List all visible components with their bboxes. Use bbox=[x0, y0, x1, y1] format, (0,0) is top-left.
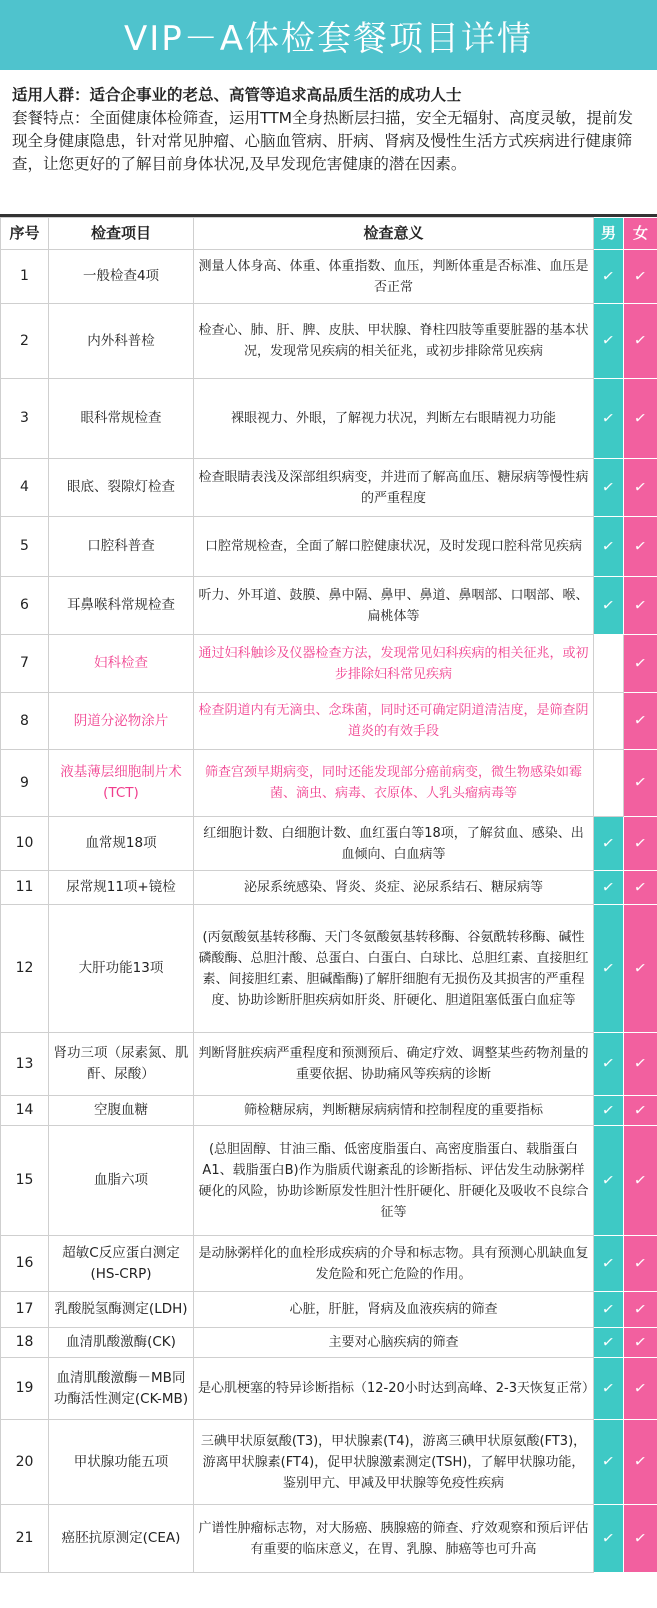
row-item: 癌胚抗原测定(CEA) bbox=[49, 1505, 194, 1573]
check-icon: ✓ bbox=[633, 407, 649, 428]
check-icon: ✓ bbox=[633, 535, 649, 556]
row-item: 血清肌酸激酶－MB同功酶活性测定(CK-MB) bbox=[49, 1358, 194, 1420]
table-row bbox=[1, 1505, 657, 1573]
row-number: 8 bbox=[1, 693, 49, 750]
check-icon: ✓ bbox=[601, 1053, 617, 1073]
check-icon: ✓ bbox=[601, 876, 617, 897]
check-icon: ✓ bbox=[633, 772, 649, 792]
row-meaning: 检查阴道内有无滴虫、念珠菌，同时还可确定阴道清洁度，是筛查阴道炎的有效手段 bbox=[194, 693, 594, 750]
check-icon: ✓ bbox=[601, 1169, 617, 1190]
male-cell bbox=[594, 304, 624, 379]
checkup-table bbox=[0, 217, 657, 1573]
table-row bbox=[1, 1236, 657, 1292]
row-meaning: 判断肾脏疾病严重程度和预测预后、确定疗效、调整某些药物剂量的重要依据、协助痛风等疾病的诊断 bbox=[194, 1033, 594, 1096]
check-icon: ✓ bbox=[601, 330, 617, 350]
header-meaning: 检查意义 bbox=[194, 218, 594, 250]
row-meaning: 主要对心脑疾病的筛查 bbox=[194, 1328, 594, 1358]
check-icon: ✓ bbox=[601, 832, 617, 853]
row-number: 18 bbox=[1, 1328, 49, 1358]
feature-text: 全面健康体检筛查，运用TTM全身热断层扫描，安全无辐射、高度灵敏，提前发现全身健康隐患，针对常见肿瘤、心脑血管病、肝病、肾病及慢性生活方式疾病进行健康筛查，让您更好的了解目前身体状况,及早发现危害健康的潜在因素。 bbox=[12, 109, 634, 173]
female-cell bbox=[624, 871, 657, 905]
female-cell bbox=[624, 459, 657, 517]
row-number: 4 bbox=[1, 459, 49, 517]
check-icon: ✓ bbox=[601, 407, 617, 428]
row-item: 液基薄层细胞制片术(TCT) bbox=[49, 750, 194, 817]
table-row bbox=[1, 1126, 657, 1236]
table-row bbox=[1, 1292, 657, 1328]
header-no: 序号 bbox=[1, 218, 49, 250]
row-number: 15 bbox=[1, 1126, 49, 1236]
audience-label: 适用人群： bbox=[12, 86, 90, 104]
row-meaning: 检查心、肺、肝、脾、皮肤、甲状腺、脊柱四肢等重要脏器的基本状况，发现常见疾病的相关征兆，或初步排除常见疾病 bbox=[194, 304, 594, 379]
row-item: 肾功三项（尿素氮、肌酐、尿酸） bbox=[49, 1033, 194, 1096]
female-cell bbox=[624, 693, 657, 750]
female-cell bbox=[624, 1236, 657, 1292]
table-row bbox=[1, 1328, 657, 1358]
male-cell bbox=[594, 905, 624, 1033]
row-item: 耳鼻喉科常规检查 bbox=[49, 577, 194, 635]
check-icon: ✓ bbox=[633, 1451, 649, 1471]
check-icon: ✓ bbox=[633, 1298, 649, 1319]
male-cell bbox=[594, 1505, 624, 1573]
female-cell bbox=[624, 1358, 657, 1420]
check-icon: ✓ bbox=[633, 832, 649, 853]
female-cell bbox=[624, 1126, 657, 1236]
table-row bbox=[1, 905, 657, 1033]
row-item: 一般检查4项 bbox=[49, 250, 194, 304]
row-meaning: 通过妇科触诊及仪器检查方法，发现常见妇科疾病的相关征兆，或初步排除妇科常见疾病 bbox=[194, 635, 594, 693]
male-cell bbox=[594, 635, 624, 693]
row-number: 21 bbox=[1, 1505, 49, 1573]
row-item: 妇科检查 bbox=[49, 635, 194, 693]
table-row bbox=[1, 635, 657, 693]
table-row bbox=[1, 379, 657, 459]
row-item: 大肝功能13项 bbox=[49, 905, 194, 1033]
check-icon: ✓ bbox=[633, 1331, 649, 1352]
row-number: 3 bbox=[1, 379, 49, 459]
male-cell bbox=[594, 1126, 624, 1236]
row-item: 血清肌酸激酶(CK) bbox=[49, 1328, 194, 1358]
male-cell bbox=[594, 459, 624, 517]
row-number: 5 bbox=[1, 517, 49, 577]
check-icon: ✓ bbox=[601, 957, 617, 978]
male-cell bbox=[594, 379, 624, 459]
row-number: 20 bbox=[1, 1420, 49, 1505]
table-header-row bbox=[1, 218, 657, 250]
table-row bbox=[1, 459, 657, 517]
male-cell bbox=[594, 1236, 624, 1292]
row-meaning: 筛查宫颈早期病变，同时还能发现部分癌前病变，微生物感染如霉菌、滴虫、病毒、衣原体、人乳头瘤病毒等 bbox=[194, 750, 594, 817]
female-cell bbox=[624, 635, 657, 693]
row-item: 乳酸脱氢酶测定(LDH) bbox=[49, 1292, 194, 1328]
row-number: 2 bbox=[1, 304, 49, 379]
row-item: 眼底、裂隙灯检查 bbox=[49, 459, 194, 517]
table-row bbox=[1, 1033, 657, 1096]
row-number: 19 bbox=[1, 1358, 49, 1420]
header-female: 女 bbox=[624, 218, 657, 250]
row-item: 甲状腺功能五项 bbox=[49, 1420, 194, 1505]
male-cell bbox=[594, 871, 624, 905]
check-icon: ✓ bbox=[601, 1252, 617, 1273]
check-icon: ✓ bbox=[601, 1331, 617, 1352]
row-item: 眼科常规检查 bbox=[49, 379, 194, 459]
female-cell bbox=[624, 379, 657, 459]
table-row bbox=[1, 871, 657, 905]
check-icon: ✓ bbox=[633, 265, 649, 286]
check-icon: ✓ bbox=[601, 594, 617, 615]
female-cell bbox=[624, 1033, 657, 1096]
row-meaning: 筛检糖尿病，判断糖尿病病情和控制程度的重要指标 bbox=[194, 1096, 594, 1126]
row-meaning: 测量人体身高、体重、体重指数、血压，判断体重是否标准、血压是否正常 bbox=[194, 250, 594, 304]
female-cell bbox=[624, 1096, 657, 1126]
table-row bbox=[1, 1096, 657, 1126]
row-meaning: 红细胞计数、白细胞计数、血红蛋白等18项，了解贫血、感染、出血倾向、白血病等 bbox=[194, 817, 594, 871]
check-icon: ✓ bbox=[633, 957, 649, 978]
female-cell bbox=[624, 250, 657, 304]
row-number: 12 bbox=[1, 905, 49, 1033]
row-meaning: 三碘甲状原氨酸(T3)，甲状腺素(T4)，游离三碘甲状原氨酸(FT3)，游离甲状腺素(FT4)，促甲状腺激素测定(TSH)，了解甲状腺功能，鉴别甲亢、甲减及甲状腺等免疫性疾病 bbox=[194, 1420, 594, 1505]
row-item: 内外科普检 bbox=[49, 304, 194, 379]
row-item: 空腹血糖 bbox=[49, 1096, 194, 1126]
female-cell bbox=[624, 1505, 657, 1573]
table-wrapper bbox=[0, 217, 657, 1608]
check-icon: ✓ bbox=[601, 1451, 617, 1471]
check-icon: ✓ bbox=[601, 1377, 617, 1398]
male-cell bbox=[594, 1358, 624, 1420]
table-row bbox=[1, 250, 657, 304]
male-cell bbox=[594, 1420, 624, 1505]
row-meaning: 是动脉粥样化的血栓形成疾病的介导和标志物。具有预测心肌缺血复发危险和死亡危险的作用。 bbox=[194, 1236, 594, 1292]
male-cell bbox=[594, 1033, 624, 1096]
row-number: 17 bbox=[1, 1292, 49, 1328]
row-meaning: (总胆固醇、甘油三酯、低密度脂蛋白、高密度脂蛋白、载脂蛋白A1、载脂蛋白B)作为脂质代谢紊乱的诊断指标、评估发生动脉粥样硬化的风险，协助诊断原发性胆汁性肝硬化、肝硬化及吸收不良综合征等 bbox=[194, 1126, 594, 1236]
male-cell bbox=[594, 693, 624, 750]
row-meaning: 裸眼视力、外眼，了解视力状况，判断左右眼睛视力功能 bbox=[194, 379, 594, 459]
male-cell bbox=[594, 1292, 624, 1328]
row-number: 13 bbox=[1, 1033, 49, 1096]
row-meaning: 泌尿系统感染、肾炎、炎症、泌尿系结石、糖尿病等 bbox=[194, 871, 594, 905]
check-icon: ✓ bbox=[633, 1252, 649, 1273]
check-icon: ✓ bbox=[601, 1527, 617, 1548]
female-cell bbox=[624, 1292, 657, 1328]
table-row bbox=[1, 693, 657, 750]
male-cell bbox=[594, 1096, 624, 1126]
row-number: 1 bbox=[1, 250, 49, 304]
check-icon: ✓ bbox=[633, 1377, 649, 1398]
check-icon: ✓ bbox=[601, 535, 617, 556]
check-icon: ✓ bbox=[601, 476, 617, 497]
check-icon: ✓ bbox=[633, 330, 649, 350]
row-number: 7 bbox=[1, 635, 49, 693]
feature-label: 套餐特点： bbox=[12, 109, 90, 127]
check-icon: ✓ bbox=[633, 652, 649, 673]
check-icon: ✓ bbox=[633, 1169, 649, 1190]
row-meaning: (丙氨酸氨基转移酶、天门冬氨酸氨基转移酶、谷氨酰转移酶、碱性磷酸酶、总胆汁酸、总蛋白、白蛋白、白球比、总胆红素、直接胆红素、间接胆红素、胆碱酯酶)了解肝细胞有无损伤及其损害的严重程度、协助诊断肝胆疾病如肝炎、肝硬化、胆道阻塞低蛋白血症等 bbox=[194, 905, 594, 1033]
row-meaning: 是心肌梗塞的特异诊断指标（12-20小时达到高峰、2-3天恢复正常） bbox=[194, 1358, 594, 1420]
check-icon: ✓ bbox=[633, 594, 649, 615]
female-cell bbox=[624, 817, 657, 871]
male-cell bbox=[594, 1328, 624, 1358]
audience-text: 适合企事业的老总、高管等追求高品质生活的成功人士 bbox=[89, 86, 462, 104]
row-meaning: 听力、外耳道、鼓膜、鼻中隔、鼻甲、鼻道、鼻咽部、口咽部、喉、扁桃体等 bbox=[194, 577, 594, 635]
row-number: 10 bbox=[1, 817, 49, 871]
row-meaning: 检查眼睛表浅及深部组织病变，并进而了解高血压、糖尿病等慢性病的严重程度 bbox=[194, 459, 594, 517]
check-icon: ✓ bbox=[601, 1099, 617, 1120]
female-cell bbox=[624, 517, 657, 577]
table-row bbox=[1, 1420, 657, 1505]
row-item: 口腔科普查 bbox=[49, 517, 194, 577]
row-number: 11 bbox=[1, 871, 49, 905]
header-male: 男 bbox=[594, 218, 624, 250]
male-cell bbox=[594, 750, 624, 817]
check-icon: ✓ bbox=[601, 265, 617, 286]
row-number: 14 bbox=[1, 1096, 49, 1126]
male-cell bbox=[594, 577, 624, 635]
row-meaning: 口腔常规检查，全面了解口腔健康状况，及时发现口腔科常见疾病 bbox=[194, 517, 594, 577]
female-cell bbox=[624, 1328, 657, 1358]
check-icon: ✓ bbox=[633, 710, 649, 730]
check-icon: ✓ bbox=[633, 1053, 649, 1073]
table-row bbox=[1, 817, 657, 871]
row-meaning: 心脏，肝脏，肾病及血液疾病的筛查 bbox=[194, 1292, 594, 1328]
female-cell bbox=[624, 577, 657, 635]
row-item: 血脂六项 bbox=[49, 1126, 194, 1236]
male-cell bbox=[594, 817, 624, 871]
row-item: 尿常规11项+镜检 bbox=[49, 871, 194, 905]
audience-line bbox=[12, 84, 645, 107]
row-item: 超敏C反应蛋白测定(HS-CRP) bbox=[49, 1236, 194, 1292]
female-cell bbox=[624, 1420, 657, 1505]
intro-section bbox=[0, 70, 657, 217]
table-row bbox=[1, 577, 657, 635]
row-item: 阴道分泌物涂片 bbox=[49, 693, 194, 750]
table-row bbox=[1, 304, 657, 379]
row-number: 9 bbox=[1, 750, 49, 817]
male-cell bbox=[594, 517, 624, 577]
check-icon: ✓ bbox=[633, 1099, 649, 1120]
female-cell bbox=[624, 905, 657, 1033]
check-icon: ✓ bbox=[633, 876, 649, 897]
check-icon: ✓ bbox=[633, 1527, 649, 1548]
table-body bbox=[1, 250, 657, 1573]
page-header bbox=[0, 0, 657, 70]
row-meaning: 广谱性肿瘤标志物，对大肠癌、胰腺癌的筛查、疗效观察和预后评估有重要的临床意义，在胃、乳腺、肺癌等也可升高 bbox=[194, 1505, 594, 1573]
male-cell bbox=[594, 250, 624, 304]
check-icon: ✓ bbox=[633, 476, 649, 497]
row-number: 6 bbox=[1, 577, 49, 635]
row-item: 血常规18项 bbox=[49, 817, 194, 871]
header-item: 检查项目 bbox=[49, 218, 194, 250]
page-title: VIP－A体检套餐项目详情 bbox=[123, 18, 534, 59]
female-cell bbox=[624, 750, 657, 817]
table-row bbox=[1, 1358, 657, 1420]
feature-line bbox=[12, 107, 645, 176]
table-row bbox=[1, 517, 657, 577]
female-cell bbox=[624, 304, 657, 379]
check-icon: ✓ bbox=[601, 1298, 617, 1319]
row-number: 16 bbox=[1, 1236, 49, 1292]
table-row bbox=[1, 750, 657, 817]
